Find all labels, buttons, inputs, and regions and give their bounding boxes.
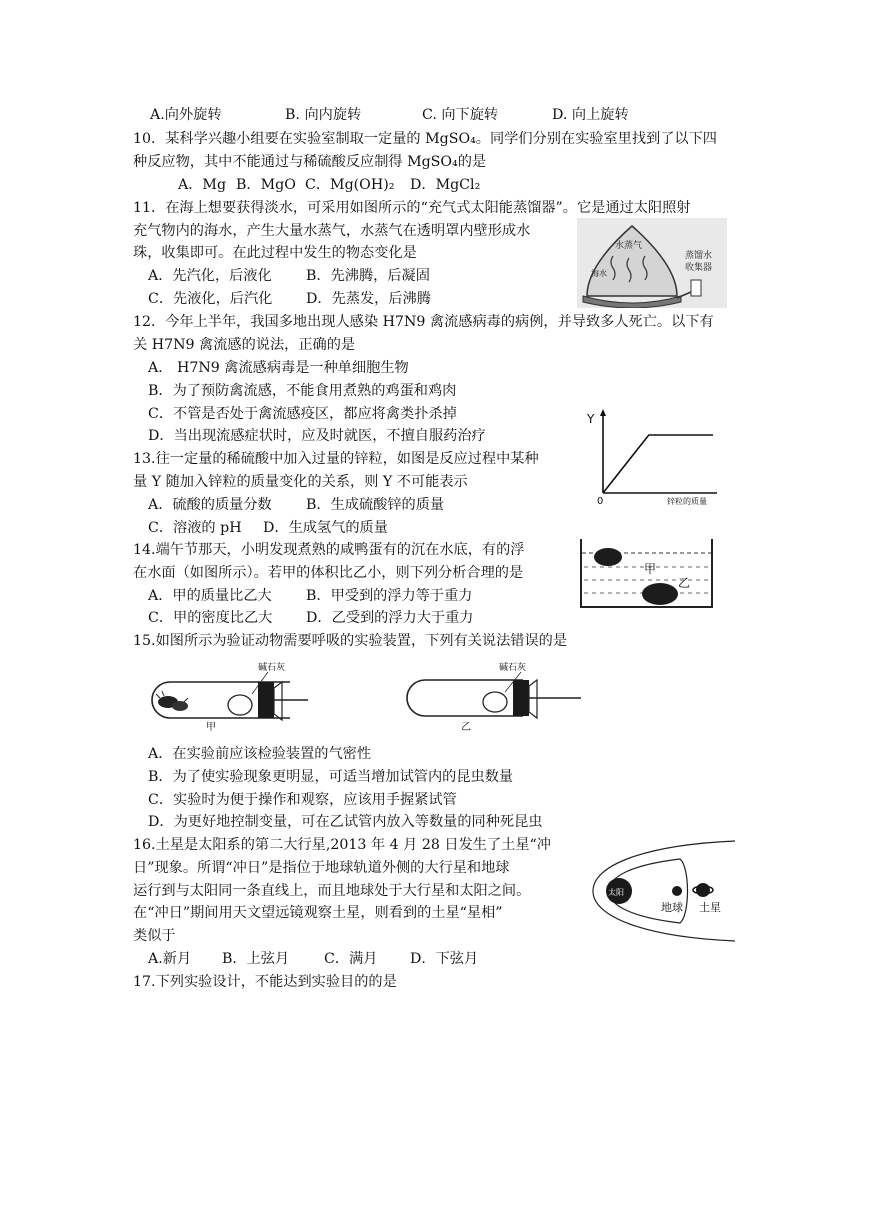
q12-option-b: B．为了预防禽流感，不能食用煮熟的鸡蛋和鸡肉 — [148, 383, 457, 399]
q12-option-d: D．当出现流感症状时，应及时就医，不擅自服药治疗 — [148, 428, 486, 444]
q13-option-a: A．硫酸的质量分数 — [148, 497, 272, 513]
q14-option-b: B．甲受到的浮力等于重力 — [306, 588, 473, 604]
earth-label: 地球 — [661, 901, 683, 914]
q13-option-d: D．生成氢气的质量 — [263, 520, 388, 536]
tube-a-figure — [140, 660, 310, 732]
q12-option-c: C．不管是否处于禽流感疫区，都应将禽类扑杀掉 — [148, 406, 457, 422]
q16-stem-line-3: 运行到与太阳同一条直线上，而且地球处于大行星和太阳之间。 — [133, 883, 531, 899]
q12-stem-line-1: 12．今年上半年，我国多地出现人感染 H7N9 禽流感病毒的病例，并导致多人死亡。以下有 — [133, 314, 714, 330]
q15-option-d: D．为更好地控制变量，可在乙试管内放入等数量的同种死昆虫 — [148, 814, 543, 830]
stopper-a — [258, 682, 274, 718]
q9-option-c: C. 向下旋转 — [422, 107, 499, 123]
q15-option-b: B．为了使实验现象更明显，可适当增加试管内的昆虫数量 — [148, 769, 514, 785]
y-axis-arrow — [600, 409, 606, 416]
q14-option-d: D．乙受到的浮力大于重力 — [306, 610, 474, 626]
q14-stem-line-2: 在水面（如图所示）。若甲的体积比乙小，则下列分析合理的是 — [133, 565, 524, 581]
q12-option-a: A． H7N9 禽流感病毒是一种单细胞生物 — [148, 360, 409, 376]
tube-b-label: 乙 — [461, 722, 471, 732]
series-line — [603, 435, 713, 493]
soda-lime-label-b: 碱石灰 — [499, 663, 527, 673]
q15-option-c: C．实验时为便于操作和观察，应该用手握紧试管 — [148, 792, 457, 808]
q11-option-b: B．先沸腾，后凝固 — [306, 268, 430, 284]
q12-stem-line-2: 关 H7N9 禽流感的说法，正确的是 — [133, 337, 356, 353]
saturn-icon — [696, 883, 710, 897]
stopper-a-edge — [274, 682, 282, 720]
tube-a-label: 甲 — [206, 722, 216, 732]
q11-stem-line-2: 充气物内的海水，产生大量水蒸气，水蒸气在透明罩内壁形成水 — [133, 223, 531, 239]
insect-2 — [172, 701, 188, 711]
q16-option-a: A.新月 — [148, 951, 192, 967]
q9-option-a: A.向外旋转 — [150, 107, 222, 123]
q16-option-b: B．上弦月 — [222, 951, 290, 967]
q15-option-a: A．在实验前应该检验装置的气密性 — [148, 746, 372, 762]
y-axis-label: Y — [587, 412, 595, 426]
q11-option-d: D．先蒸发，后沸腾 — [306, 291, 431, 307]
q14-option-c: C．甲的密度比乙大 — [148, 610, 273, 626]
q11-option-c: C．先液化，后汽化 — [148, 291, 273, 307]
soda-lime-label-a: 碱石灰 — [258, 663, 286, 673]
vapor-label: 水蒸气 — [615, 241, 643, 251]
earth-icon — [672, 886, 682, 896]
soda-lime-cotton-a — [228, 695, 252, 715]
collector-bottle — [691, 280, 701, 296]
eggs-in-water-figure — [578, 535, 716, 611]
q10-stem-line-2: 种反应物，其中不能通过与稀硫酸反应制得 MgSO₄的是 — [133, 154, 487, 170]
saturn-label: 土星 — [699, 901, 721, 914]
tube-b-figure — [395, 660, 585, 732]
saturn-opposition-figure — [585, 835, 735, 945]
solar-still-figure — [577, 218, 727, 308]
q9-option-b: B. 向内旋转 — [285, 107, 362, 123]
q10-option-c: C．Mg(OH)₂ — [305, 177, 395, 193]
sinking-egg-a — [642, 583, 678, 605]
q10-stem-line-1: 10．某科学兴趣小组要在实验室制取一定量的 MgSO₄。同学们分别在实验室里找到了以下四 — [133, 131, 717, 147]
q13-stem-line-2: 量 Y 随加入锌粒的质量变化的关系，则 Y 不可能表示 — [133, 474, 468, 490]
q16-stem-line-5: 类似于 — [133, 928, 176, 944]
q9-option-d: D. 向上旋转 — [552, 107, 629, 123]
q13-option-b: B．生成硫酸锌的质量 — [306, 497, 445, 513]
q14-option-a: A．甲的质量比乙大 — [148, 588, 272, 604]
q13-stem-line-1: 13.往一定量的稀硫酸中加入过量的锌粒，如图是反应过程中某种 — [133, 451, 539, 467]
q11-stem-line-1: 11．在海上想要获得淡水，可采用如图所示的“充气式太阳能蒸馏器”。它是通过太阳照射 — [133, 200, 691, 216]
egg-a-label: 甲 — [644, 562, 657, 576]
q13-option-c: C．溶液的 pH — [148, 520, 242, 536]
q16-stem-line-4: 在“冲日”期间用天文望远镜观察土星，则看到的土星“星相” — [133, 905, 503, 921]
q17-stem-line-1: 17.下列实验设计，不能达到实验目的的是 — [133, 974, 397, 990]
q10-option-d: D．MgCl₂ — [410, 177, 481, 193]
collector-label-2: 收集器 — [685, 263, 713, 273]
stopper-b-edge — [529, 680, 537, 718]
origin-label: 0 — [597, 496, 604, 505]
q10-option-a: A．Mg — [178, 177, 227, 193]
floating-egg-b — [594, 548, 622, 566]
egg-b-label: 乙 — [678, 576, 691, 590]
q11-stem-line-3: 珠，收集即可。在此过程中发生的物态变化是 — [133, 245, 417, 261]
q11-option-a: A．先汽化，后液化 — [148, 268, 272, 284]
q10-option-b: B．MgO — [236, 177, 296, 193]
collector-label-1: 蒸馏水 — [685, 251, 713, 261]
sun-label: 太阳 — [608, 888, 624, 897]
q13-chart — [585, 405, 725, 505]
sea-label: 海水 — [591, 269, 607, 278]
soda-lime-cotton-b — [483, 692, 507, 712]
q16-option-c: C．满月 — [324, 951, 378, 967]
q16-stem-line-1: 16.土星是太阳系的第二大行星,2013 年 4 月 28 日发生了土星“冲 — [133, 837, 551, 853]
x-axis-label: 锌粒的质量 — [667, 497, 707, 505]
q16-option-d: D．下弦月 — [410, 951, 479, 967]
stopper-b — [513, 680, 529, 716]
q14-stem-line-1: 14.端午节那天，小明发现煮熟的咸鸭蛋有的沉在水底，有的浮 — [133, 542, 525, 558]
q16-stem-line-2: 日”现象。所谓“冲日”是指位于地球轨道外侧的大行星和地球 — [133, 860, 510, 876]
q15-stem-line-1: 15.如图所示为验证动物需要呼吸的实验装置，下列有关说法错误的是 — [133, 633, 568, 649]
